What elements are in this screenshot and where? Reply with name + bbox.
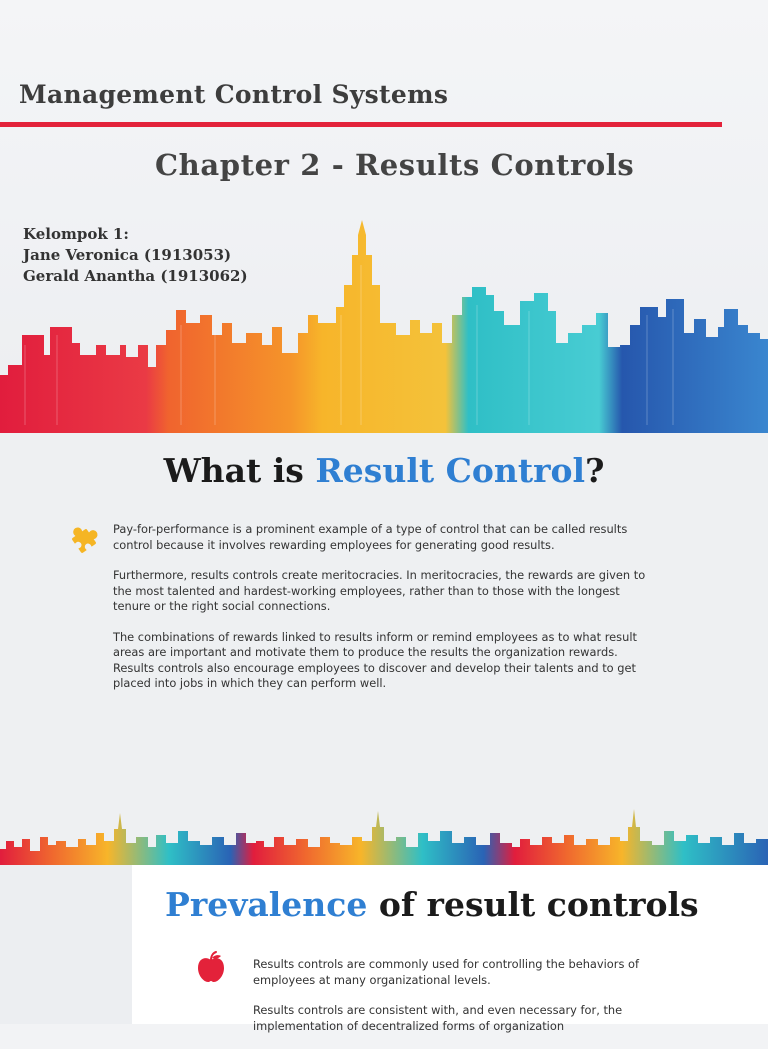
title-slide: [0, 0, 768, 433]
title-suffix: ?: [585, 451, 605, 490]
city-skyline-strip: [0, 801, 768, 865]
chapter-title: Chapter 2 - Results Controls: [155, 148, 635, 182]
prevalence-title: [165, 885, 699, 924]
puzzle-icon: [66, 523, 102, 559]
title-highlight: Prevalence: [165, 885, 368, 924]
member-2: Gerald Anantha (1913062): [23, 267, 248, 285]
definition-body: [113, 522, 653, 707]
prevalence-body: [253, 957, 653, 1049]
definition-title: [0, 451, 768, 490]
definition-slide: [0, 433, 768, 865]
course-title: Management Control Systems: [19, 80, 449, 109]
title-highlight: Result Control: [315, 451, 586, 490]
city-skyline-illustration: [0, 215, 768, 433]
paragraph: Pay-for-performance is a prominent example of a type of control that can be called results control because it involves rewarding employees for generating good results.: [113, 522, 628, 552]
title-prefix: What is: [163, 451, 316, 490]
paragraph: The combinations of rewards linked to results inform or remind employees as to what result areas are important and motivate them to produce the results the organization rewards. Results controls also encourage employees to discover and develop their talents and to get placed into jobs in which they can perform well.: [113, 629, 637, 690]
apple-icon: [196, 951, 226, 983]
paragraph: Furthermore, results controls create meritocracies. In meritocracies, the rewards are given to the most talented and hardest-working employees, rather than to those with the longest tenure or the right social connections.: [113, 568, 646, 613]
paragraph: Results controls are consistent with, and even necessary for, the implementation of decentralized forms of organization: [253, 1003, 623, 1033]
group-label: Kelompok 1:: [23, 225, 129, 243]
paragraph: Results controls are commonly used for controlling the behaviors of employees at many organizational levels.: [253, 957, 639, 987]
member-1: Jane Veronica (1913053): [23, 246, 232, 264]
side-panel: [0, 865, 132, 1024]
title-divider: [0, 122, 722, 127]
title-rest: of result controls: [367, 885, 699, 924]
prevalence-slide: [0, 865, 768, 1033]
